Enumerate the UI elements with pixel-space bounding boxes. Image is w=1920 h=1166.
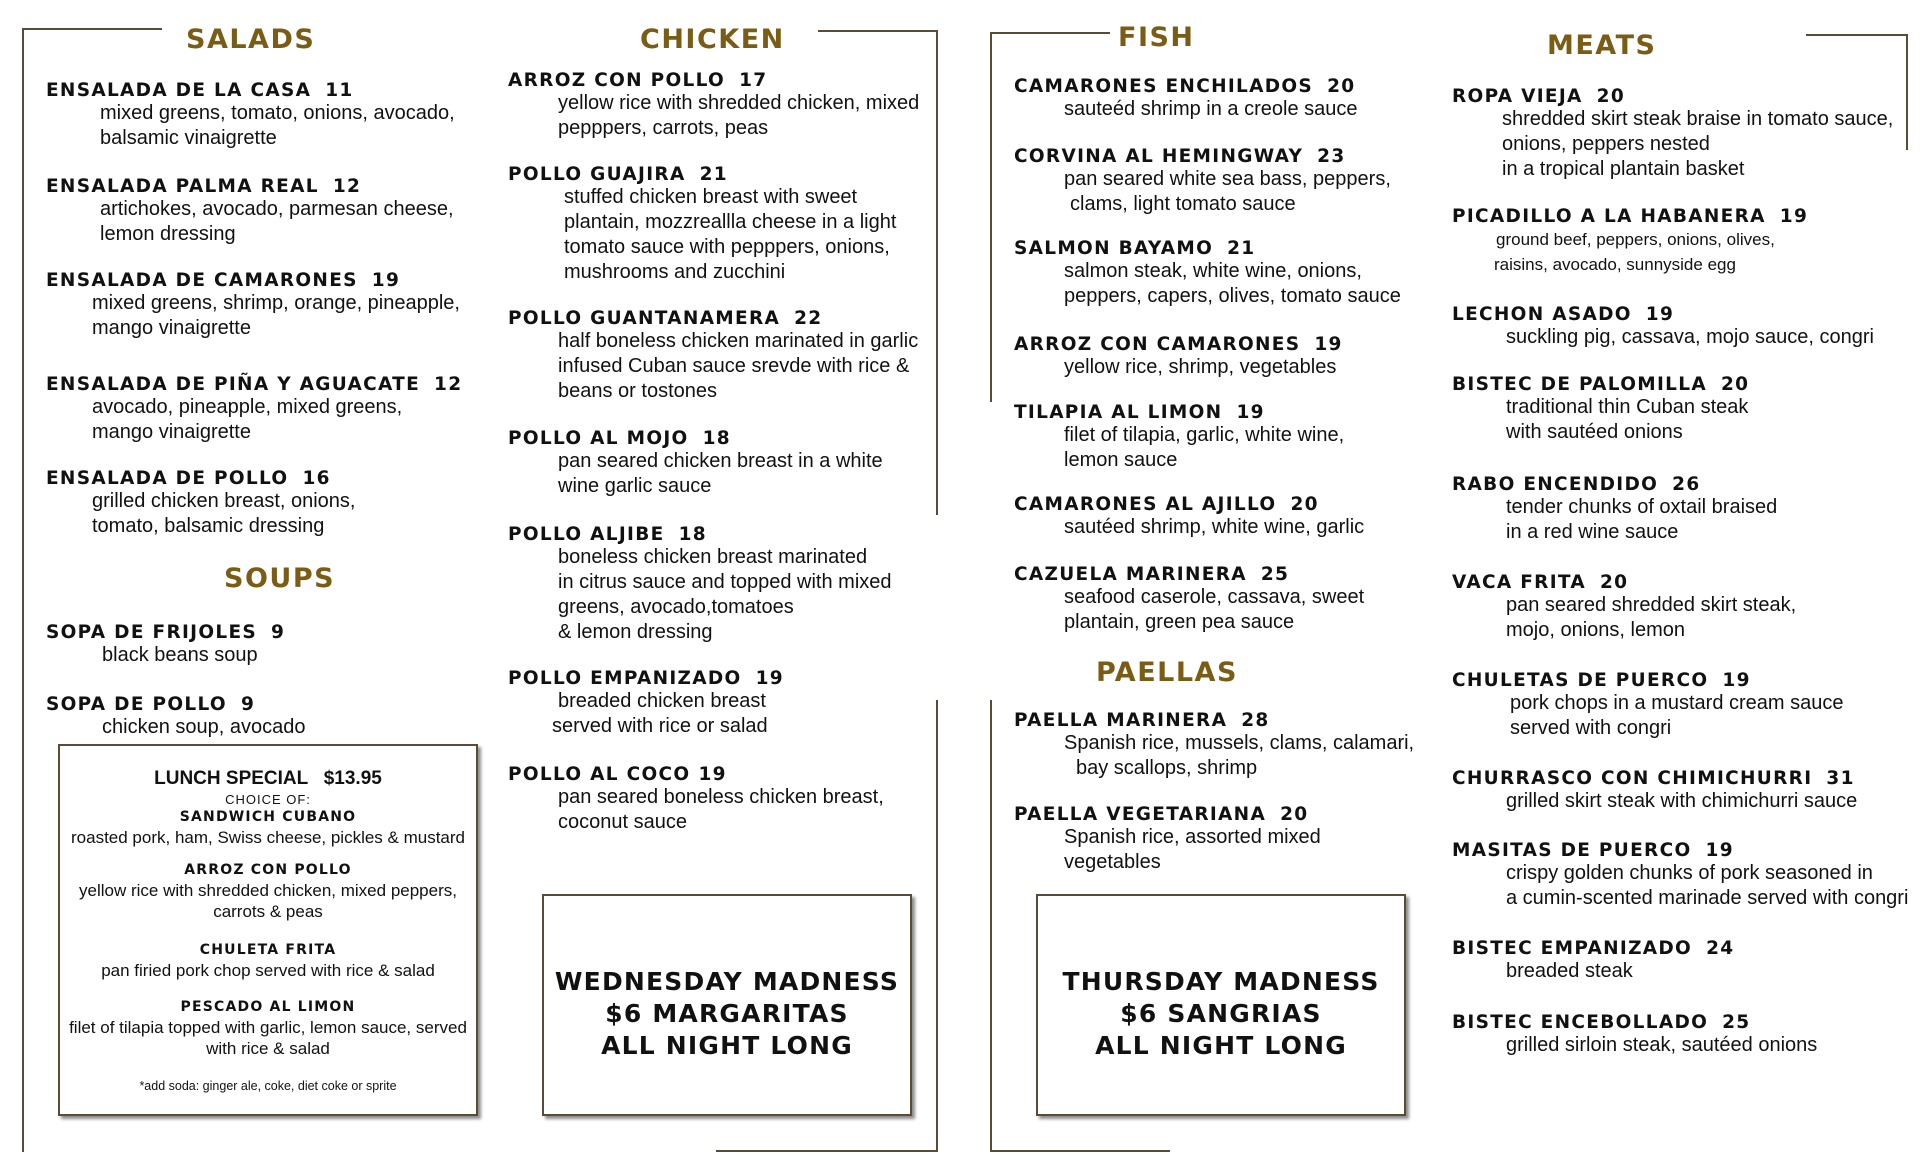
- item-description: pan seared chicken breast in a white: [558, 450, 883, 472]
- item-name: PAELLA VEGETARIANA: [1014, 804, 1267, 825]
- menu-item: [508, 764, 884, 835]
- menu-item: [1014, 564, 1364, 635]
- menu-item: [1452, 938, 1734, 984]
- menu-item: [1452, 840, 1908, 911]
- divider: [990, 1150, 1170, 1152]
- item-description: mojo, onions, lemon: [1506, 619, 1685, 641]
- item-name: POLLO GUAJIRA: [508, 164, 686, 185]
- item-description: lemon dressing: [100, 223, 236, 245]
- section-title-paellas: PAELLAS: [1096, 657, 1238, 688]
- item-price: 24: [1706, 938, 1735, 959]
- item-price: 12: [332, 176, 362, 197]
- lunch-special-box: [58, 744, 478, 1116]
- menu-item: [508, 70, 919, 141]
- menu-item: [508, 164, 896, 285]
- menu-item: [1014, 238, 1401, 309]
- menu-item: [1014, 710, 1414, 781]
- item-description: wine garlic sauce: [558, 475, 712, 497]
- item-price: 19: [1645, 304, 1675, 325]
- item-price: 21: [1227, 238, 1256, 259]
- item-description: a cumin-scented marinade served with congri: [1506, 887, 1909, 909]
- divider: [990, 700, 992, 1152]
- item-description: in citrus sauce and topped with mixed: [558, 571, 892, 593]
- divider: [1906, 34, 1908, 150]
- menu-item: [508, 524, 892, 645]
- item-name: CAMARONES AL AJILLO: [1014, 494, 1277, 515]
- item-description: salmon steak, white wine, onions,: [1064, 260, 1362, 282]
- thursday-promo-box: [1036, 894, 1406, 1116]
- item-name: SOPA DE FRIJOLES: [46, 622, 258, 643]
- item-description: avocado, pineapple, mixed greens,: [92, 396, 403, 418]
- item-description: mixed greens, shrimp, orange, pineapple,: [92, 292, 460, 314]
- item-description: pan seared white sea bass, peppers,: [1064, 168, 1391, 190]
- item-price: 19: [698, 764, 727, 785]
- item-price: 20: [1290, 494, 1319, 515]
- item-description: infused Cuban sauce srevde with rice &: [558, 355, 910, 377]
- item-description: chicken soup, avocado: [102, 716, 306, 738]
- item-description: peppers, capers, olives, tomato sauce: [1064, 285, 1401, 307]
- item-name: CAMARONES ENCHILADOS: [1014, 76, 1314, 97]
- menu-item: [1452, 86, 1893, 182]
- lunch-item-name: ARROZ CON POLLO: [184, 862, 352, 878]
- lunch-item-description: filet of tilapia topped with garlic, lemon sauce, served with rice & salad: [69, 1018, 467, 1058]
- divider: [936, 700, 938, 1152]
- item-description: filet of tilapia, garlic, white wine,: [1064, 424, 1345, 446]
- item-price: 20: [1599, 572, 1629, 593]
- lunch-special-title: LUNCH SPECIAL $13.95: [154, 768, 382, 789]
- promo-line: ALL NIGHT LONG: [1095, 1031, 1347, 1060]
- item-description: plantain, green pea sauce: [1064, 611, 1295, 633]
- item-name: ARROZ CON CAMARONES: [1014, 334, 1301, 355]
- item-name: POLLO AL MOJO: [508, 428, 689, 449]
- menu-item: [1452, 474, 1777, 545]
- item-name: LECHON ASADO: [1452, 304, 1632, 325]
- lunch-item-name: CHULETA FRITA: [199, 942, 337, 958]
- item-name: PAELLA MARINERA: [1014, 710, 1228, 731]
- item-description: Spanish rice, mussels, clams, calamari,: [1064, 732, 1415, 754]
- lunch-item-name: SANDWICH CUBANO: [179, 809, 357, 825]
- item-price: 25: [1260, 564, 1290, 585]
- item-name: TILAPIA AL LIMON: [1014, 402, 1223, 423]
- item-description: yellow rice, shrimp, vegetables: [1064, 356, 1337, 378]
- menu-item: [508, 308, 918, 404]
- item-name: PICADILLO A LA HABANERA: [1452, 206, 1766, 227]
- wednesday-promo-box: [542, 894, 912, 1116]
- divider: [936, 30, 938, 515]
- item-price: 12: [434, 374, 463, 395]
- item-description: clams, light tomato sauce: [1070, 193, 1296, 215]
- item-name: CHURRASCO CON CHIMICHURRI: [1452, 768, 1813, 789]
- divider: [22, 28, 24, 1152]
- item-description: ground beef, peppers, onions, olives,: [1496, 230, 1775, 249]
- section-title-chicken: CHICKEN: [640, 24, 785, 55]
- item-price: 22: [794, 308, 823, 329]
- item-description: plantain, mozzreallla cheese in a light: [564, 211, 897, 233]
- item-name: CHULETAS DE PUERCO: [1452, 670, 1709, 691]
- item-description: seafood caserole, cassava, sweet: [1064, 586, 1365, 608]
- item-description: lemon sauce: [1064, 449, 1178, 471]
- item-name: POLLO AL COCO: [508, 764, 691, 785]
- divider: [1806, 34, 1908, 36]
- item-description: vegetables: [1064, 851, 1161, 873]
- item-name: CAZUELA MARINERA: [1014, 564, 1247, 585]
- item-price: 17: [739, 70, 768, 91]
- item-description: tomato sauce with pepppers, onions,: [564, 236, 890, 258]
- item-description: balsamic vinaigrette: [100, 127, 277, 149]
- menu-item: [46, 622, 285, 668]
- item-description: mango vinaigrette: [92, 421, 251, 443]
- menu-item: [1452, 374, 1749, 445]
- item-description: shredded skirt steak braise in tomato sauce,: [1502, 108, 1894, 130]
- item-price: 19: [1236, 402, 1265, 423]
- item-name: SOPA DE POLLO: [46, 694, 227, 715]
- menu-item: [46, 80, 455, 151]
- item-description: sauteéd shrimp in a creole sauce: [1064, 98, 1358, 120]
- menu-item: [1452, 1012, 1817, 1058]
- item-name: CORVINA AL HEMINGWAY: [1014, 146, 1304, 167]
- item-description: greens, avocado,tomatoes: [558, 596, 794, 618]
- item-description: traditional thin Cuban steak: [1506, 396, 1749, 418]
- menu-item: [1452, 304, 1874, 350]
- item-name: RABO ENCENDIDO: [1452, 474, 1659, 495]
- item-name: ENSALADA DE CAMARONES: [46, 270, 358, 291]
- item-price: 19: [755, 668, 784, 689]
- item-price: 19: [371, 270, 401, 291]
- item-name: POLLO EMPANIZADO: [508, 668, 742, 689]
- item-name: BISTEC DE PALOMILLA: [1452, 374, 1707, 395]
- item-description: pork chops in a mustard cream sauce: [1510, 692, 1844, 714]
- item-name: ENSALADA DE LA CASA: [46, 80, 312, 101]
- divider: [716, 1150, 938, 1152]
- item-name: MASITAS DE PUERCO: [1452, 840, 1692, 861]
- item-description: coconut sauce: [558, 811, 687, 833]
- item-price: 19: [1779, 206, 1809, 227]
- item-price: 19: [1314, 334, 1343, 355]
- item-description: mixed greens, tomato, onions, avocado,: [100, 102, 455, 124]
- item-price: 21: [699, 164, 728, 185]
- promo-line: $6 SANGRIAS: [1120, 999, 1322, 1028]
- item-description: black beans soup: [102, 644, 258, 666]
- item-description: in a red wine sauce: [1506, 521, 1679, 543]
- item-description: sautéed shrimp, white wine, garlic: [1064, 516, 1365, 538]
- menu-item: [1014, 334, 1343, 380]
- promo-line: ALL NIGHT LONG: [601, 1031, 853, 1060]
- item-price: 9: [240, 694, 256, 715]
- menu-item: [508, 428, 883, 499]
- item-price: 19: [1705, 840, 1734, 861]
- menu-item: [1452, 670, 1844, 741]
- lunch-item-description: roasted pork, ham, Swiss cheese, pickles & mustard: [71, 828, 465, 847]
- divider: [22, 28, 162, 30]
- item-description: yellow rice with shredded chicken, mixed: [558, 92, 920, 114]
- divider: [990, 32, 1110, 34]
- item-description: raisins, avocado, sunnyside egg: [1494, 255, 1736, 274]
- item-name: BISTEC EMPANIZADO: [1452, 938, 1693, 959]
- item-description: breaded steak: [1506, 960, 1633, 982]
- promo-line: $6 MARGARITAS: [605, 999, 849, 1028]
- item-price: 20: [1280, 804, 1309, 825]
- lunch-item-description: yellow rice with shredded chicken, mixed peppers, carrots & peas: [79, 881, 457, 921]
- menu-item: [46, 374, 462, 445]
- item-description: mushrooms and zucchini: [564, 261, 786, 283]
- item-price: 20: [1720, 374, 1750, 395]
- item-description: artichokes, avocado, parmesan cheese,: [100, 198, 454, 220]
- item-description: pepppers, carrots, peas: [558, 117, 769, 139]
- item-name: ARROZ CON POLLO: [508, 70, 726, 91]
- item-description: in a tropical plantain basket: [1502, 158, 1745, 180]
- item-price: 25: [1722, 1012, 1751, 1033]
- section-title-soups: SOUPS: [224, 563, 336, 594]
- menu-item: [1014, 146, 1391, 217]
- item-description: tender chunks of oxtail braised: [1506, 496, 1778, 518]
- item-description: beans or tostones: [558, 380, 717, 402]
- item-description: pan seared shredded skirt steak,: [1506, 594, 1797, 616]
- item-price: 26: [1672, 474, 1701, 495]
- item-description: served with congri: [1510, 717, 1672, 739]
- item-name: SALMON BAYAMO: [1014, 238, 1214, 259]
- item-price: 11: [325, 80, 354, 101]
- item-description: Spanish rice, assorted mixed: [1064, 826, 1321, 848]
- menu-item: [46, 176, 454, 247]
- lunch-item-description: pan firied pork chop served with rice & salad: [101, 961, 435, 980]
- item-description: grilled sirloin steak, sautéed onions: [1506, 1034, 1818, 1056]
- item-description: onions, peppers nested: [1502, 133, 1710, 155]
- item-price: 9: [271, 622, 286, 643]
- section-title-meats: MEATS: [1547, 30, 1657, 61]
- menu-item: [1452, 768, 1857, 814]
- item-description: crispy golden chunks of pork seasoned in: [1506, 862, 1873, 884]
- item-description: breaded chicken breast: [558, 690, 766, 712]
- item-description: mango vinaigrette: [92, 317, 251, 339]
- menu-item: [46, 694, 305, 740]
- item-description: tomato, balsamic dressing: [92, 515, 325, 537]
- item-price: 18: [702, 428, 731, 449]
- lunch-soda-note: *add soda: ginger ale, coke, diet coke or sprite: [139, 1079, 397, 1093]
- item-description: boneless chicken breast marinated: [558, 546, 868, 568]
- item-description: served with rice or salad: [552, 715, 768, 737]
- item-price: 18: [678, 524, 707, 545]
- item-description: pan seared boneless chicken breast,: [558, 786, 884, 808]
- item-description: with sautéed onions: [1506, 421, 1683, 443]
- menu-item: [46, 270, 460, 341]
- menu-item: [1014, 402, 1344, 473]
- menu-item: [508, 668, 784, 739]
- item-price: 23: [1317, 146, 1346, 167]
- item-description: suckling pig, cassava, mojo sauce, congri: [1506, 326, 1874, 348]
- item-price: 28: [1241, 710, 1270, 731]
- divider: [818, 30, 938, 32]
- item-description: grilled chicken breast, onions,: [92, 490, 356, 512]
- menu-item: [1452, 572, 1796, 643]
- item-price: 20: [1596, 86, 1625, 107]
- item-price: 20: [1327, 76, 1356, 97]
- item-description: & lemon dressing: [558, 621, 713, 643]
- item-name: ENSALADA DE POLLO: [46, 468, 289, 489]
- lunch-choice-label: CHOICE OF:: [225, 792, 311, 807]
- item-description: bay scallops, shrimp: [1076, 757, 1258, 779]
- menu-item: [46, 468, 355, 539]
- menu-item: [1014, 804, 1321, 875]
- item-description: grilled skirt steak with chimichurri sauce: [1506, 790, 1858, 812]
- item-name: ROPA VIEJA: [1452, 86, 1583, 107]
- menu-item: [1452, 206, 1808, 277]
- menu-item: [1014, 494, 1364, 540]
- item-name: POLLO ALJIBE: [508, 524, 665, 545]
- section-title-salads: SALADS: [186, 24, 316, 55]
- item-price: 19: [1722, 670, 1751, 691]
- lunch-item-name: PESCADO AL LIMON: [180, 999, 356, 1015]
- item-name: POLLO GUANTANAMERA: [508, 308, 781, 329]
- promo-line: THURSDAY MADNESS: [1062, 967, 1380, 996]
- section-title-fish: FISH: [1118, 22, 1195, 53]
- promo-line: WEDNESDAY MADNESS: [554, 967, 900, 996]
- item-name: ENSALADA PALMA REAL: [46, 176, 319, 197]
- item-name: ENSALADA DE PIÑA Y AGUACATE: [46, 374, 421, 395]
- item-description: half boneless chicken marinated in garlic: [558, 330, 919, 352]
- item-name: BISTEC ENCEBOLLADO: [1452, 1012, 1709, 1033]
- item-name: VACA FRITA: [1452, 572, 1586, 593]
- menu-item: [1014, 76, 1358, 122]
- item-description: stuffed chicken breast with sweet: [564, 186, 858, 208]
- divider: [990, 32, 992, 402]
- item-price: 16: [302, 468, 331, 489]
- item-price: 31: [1826, 768, 1855, 789]
